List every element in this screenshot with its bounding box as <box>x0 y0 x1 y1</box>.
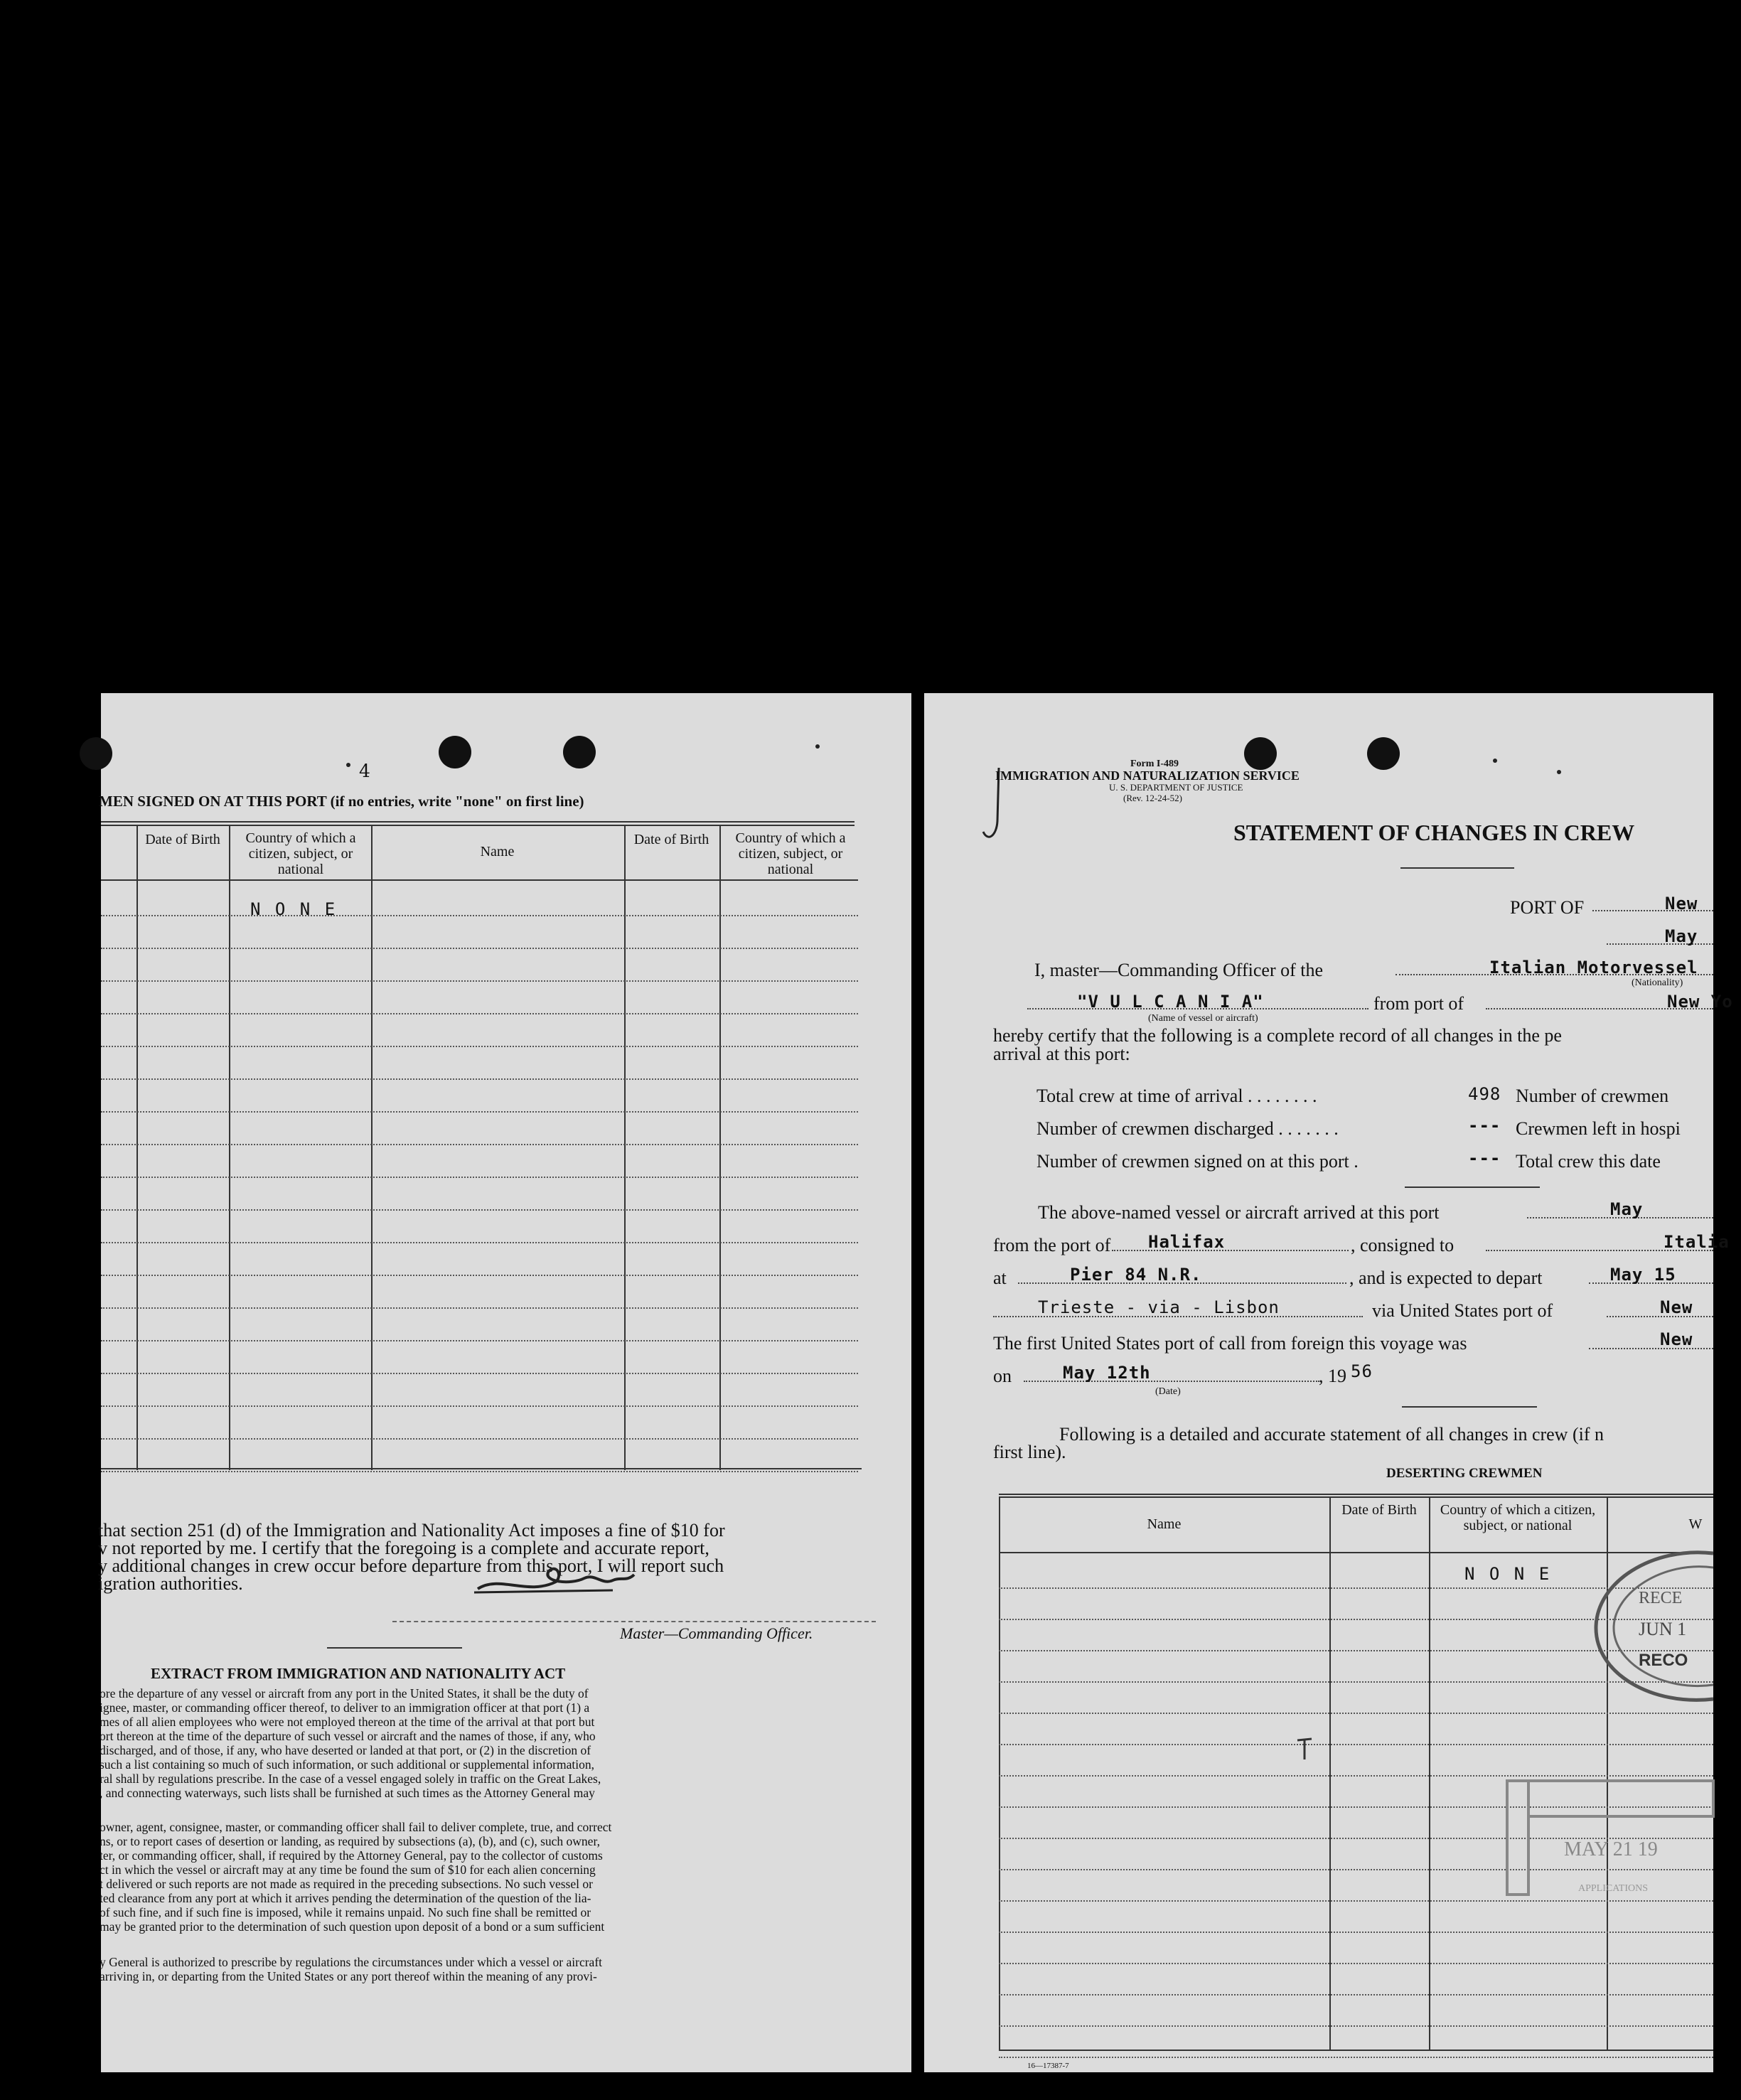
agency-name: IMMIGRATION AND NATURALIZATION SERVICE <box>995 768 1300 783</box>
date-caption: (Date) <box>1155 1386 1181 1397</box>
svg-text:MAY 21 19: MAY 21 19 <box>1564 1838 1658 1860</box>
crewmen-label: Number of crewmen <box>1516 1086 1669 1106</box>
date-value: May <box>1665 926 1698 946</box>
received-stamp-faded <box>1500 1774 1713 1902</box>
total-this-date-label: Total crew this date <box>1516 1151 1661 1172</box>
nationality-value: Italian Motorvessel <box>1489 958 1698 977</box>
following-line-1: Following is a detailed and accurate statement of all changes in crew (if n <box>1059 1424 1604 1445</box>
destination-value: Trieste - via - Lisbon <box>1038 1297 1280 1317</box>
none-entry: N O N E <box>250 899 338 919</box>
year-prefix: , 19 <box>1319 1366 1346 1386</box>
discharged-value: --- <box>1468 1115 1501 1135</box>
section-title: MEN SIGNED ON AT THIS PORT (if no entries, write "none" on first line) <box>99 793 584 810</box>
punch-hole <box>439 736 471 768</box>
none-entry: N O N E <box>1464 1564 1552 1584</box>
header-name: Name <box>1147 1516 1182 1532</box>
header-where: W <box>1688 1516 1703 1532</box>
on-label: on <box>993 1366 1012 1386</box>
extract-paragraph-2: owner, agent, consignee, master, or commanding officer shall fail to deliver complete, true, and correct ns, or to report cases of desertion or landing, as required by subsections (a), (b), and (c), such owner, ter, or commanding officer, shall, if required by the Attorney General, pay to the collector of customs ct in which the vessel or aircraft may at any time be found the sum of $10 for each alien concerning t delivered or such reports are not made as required in the preceding subsections. No such vessel or ted clearance from any port at which it arrives pending the determination of the question of the lia- of such fine, and if such fine is imposed, while it remains unpaid. No such fine shall be remitted or may be granted prior to the determination of such question upon deposit of a bond or a sum sufficient <box>100 1820 612 1934</box>
svg-text:JUN 1: JUN 1 <box>1639 1619 1687 1639</box>
table-row <box>101 980 858 982</box>
from-port-label: from port of <box>1373 993 1464 1014</box>
table-row <box>101 1013 858 1014</box>
header-country: Country of which a citizen, subject, or national <box>735 830 846 877</box>
hospital-label: Crewmen left in hospi <box>1516 1118 1681 1139</box>
form-number: Form I-489 <box>1130 759 1179 769</box>
punch-hole <box>1367 737 1400 770</box>
svg-text:RECE: RECE <box>1639 1589 1683 1607</box>
table-row <box>101 1307 858 1309</box>
via-label: via United States port of <box>1372 1300 1553 1321</box>
table-row <box>999 2025 1713 2027</box>
right-page <box>924 693 1733 2072</box>
at-label: at <box>993 1268 1007 1288</box>
header-name: Name <box>480 844 515 859</box>
header-date-of-birth: Date of Birth <box>1341 1502 1417 1518</box>
punch-hole <box>1244 737 1277 770</box>
certification-text: that section 251 (d) of the Immigration and Nationality Act imposes a fine of $10 for v not reported by me. I certify that the foregoing is a complete and accurate report, y additional changes in crew occur before departure from this port, I will report such igration authorities. <box>98 1520 725 1594</box>
received-stamp <box>1589 1546 1717 1710</box>
table-row <box>101 1111 858 1113</box>
table-row <box>101 915 858 916</box>
port-of-value: New <box>1665 894 1698 914</box>
extract-paragraph-1: ore the departure of any vessel or aircraft from any port in the United States, it shall be the duty of ignee, master, or commanding officer thereof, to deliver to an immigration officer at that port (1) a mes of all alien employees who were not employed thereon at the time of the arrival at that port but ort thereon at the time of the departure of such vessel or aircraft and the names of those, if any, who discharged, and of those, if any, who have deserted or landed at that port, or (2) in the discretion of such a list containing so much of such information, or such additional or supplemental information, ral shall by regulations prescribe. In the case of a vessel engaged solely in traffic on the Great Lakes, , and connecting waterways, such lists shall be furnished at such times as the Attorney General may <box>100 1686 601 1800</box>
table-row <box>101 948 858 949</box>
table-row <box>999 1994 1713 1995</box>
header-date-of-birth: Date of Birth <box>633 832 709 847</box>
table-row <box>101 1046 858 1047</box>
table-row <box>101 1471 858 1472</box>
svg-text:APPLICATIONS: APPLICATIONS <box>1578 1883 1649 1894</box>
total-crew-label: Total crew at time of arrival . . . . . . . . <box>1036 1086 1317 1106</box>
header-country: Country of which a citizen, subject, or national <box>1440 1502 1596 1533</box>
port-of-label: PORT OF <box>1510 897 1585 918</box>
consigned-label: , consigned to <box>1351 1235 1455 1255</box>
punch-hole <box>563 736 596 768</box>
at-value: Pier 84 N.R. <box>1070 1265 1202 1285</box>
table-row <box>101 1373 858 1374</box>
punch-hole <box>80 737 112 770</box>
signature-caption: Master—Commanding Officer. <box>620 1624 813 1642</box>
consigned-value: Italia <box>1664 1232 1730 1252</box>
master-label: I, master—Commanding Officer of the <box>1034 960 1324 980</box>
header-date-of-birth: Date of Birth <box>145 832 220 847</box>
table-row <box>101 1242 858 1243</box>
table-row <box>999 1963 1713 1964</box>
table-row <box>101 1275 858 1276</box>
extract-paragraph-3: y General is authorized to prescribe by regulations the circumstances under which a vessel or aircraft arriving in, or departing from the United States or any port thereof within the meaning of any provi- <box>100 1955 603 1983</box>
table-row <box>999 2057 1713 2058</box>
nationality-caption: (Nationality) <box>1632 977 1683 988</box>
table-row <box>101 1405 858 1407</box>
table-row <box>101 1209 858 1211</box>
page-number: 4 <box>359 761 370 781</box>
print-code: 16—17387-7 <box>1027 2062 1069 2070</box>
arrived-label: The above-named vessel or aircraft arrived at this port <box>1038 1202 1440 1223</box>
depart-label: , and is expected to depart <box>1349 1268 1543 1288</box>
page-gutter <box>911 693 924 2072</box>
form-revision: (Rev. 12-24-52) <box>1123 793 1182 803</box>
table-row <box>999 1713 1713 1714</box>
signed-on-label: Number of crewmen signed on at this port . <box>1036 1151 1359 1172</box>
following-line-2: first line). <box>993 1442 1066 1462</box>
from-port-value: New Yo <box>1667 992 1733 1012</box>
on-value: May 12th <box>1063 1363 1151 1383</box>
header-country: Country of which a citizen, subject, or national <box>245 830 356 877</box>
certify-line-2: arrival at this port: <box>993 1044 1130 1064</box>
from-port-of-label: from the port of <box>993 1235 1111 1255</box>
table-row <box>101 1144 858 1145</box>
total-crew-value: 498 <box>1468 1084 1501 1104</box>
extract-title: EXTRACT FROM IMMIGRATION AND NATIONALITY ACT <box>151 1665 566 1682</box>
first-port-value: New <box>1660 1329 1693 1349</box>
year-value: 56 <box>1351 1361 1373 1381</box>
table-row <box>101 1078 858 1080</box>
via-value: New <box>1660 1297 1693 1317</box>
master-signature <box>471 1553 641 1603</box>
depart-value: May 15 <box>1610 1265 1676 1285</box>
certify-line-1: hereby certify that the following is a complete record of all changes in the pe <box>993 1025 1562 1046</box>
left-page <box>98 693 911 2072</box>
first-port-label: The first United States port of call from foreign this voyage was <box>993 1333 1467 1354</box>
department-name: U. S. DEPARTMENT OF JUSTICE <box>1109 782 1243 793</box>
discharged-label: Number of crewmen discharged . . . . . . . <box>1036 1118 1339 1139</box>
deserting-title: DESERTING CREWMEN <box>1386 1466 1543 1481</box>
table-row <box>101 1177 858 1178</box>
table-row <box>101 1340 858 1341</box>
table-row <box>999 1744 1713 1745</box>
table-row <box>999 1932 1713 1933</box>
svg-text:RECO: RECO <box>1639 1651 1688 1670</box>
vessel-caption: (Name of vessel or aircraft) <box>1148 1013 1258 1024</box>
signed-on-value: --- <box>1468 1148 1501 1168</box>
form-title: STATEMENT OF CHANGES IN CREW <box>1233 820 1635 845</box>
from-port-of-value: Halifax <box>1148 1232 1226 1252</box>
vessel-name: "V U L C A N I A" <box>1077 992 1264 1012</box>
arrived-value: May <box>1610 1199 1644 1219</box>
table-row <box>101 1438 858 1440</box>
